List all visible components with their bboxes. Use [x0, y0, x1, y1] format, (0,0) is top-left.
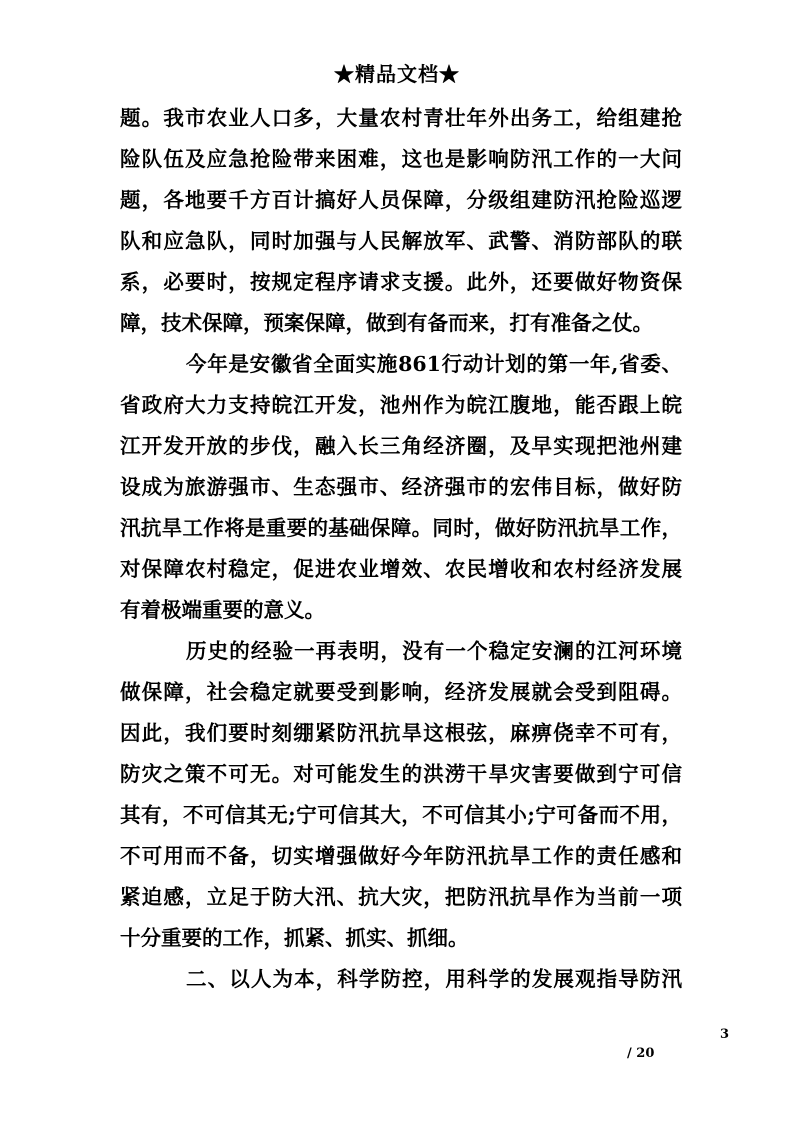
text-line: 防灾之策不可无。对可能发生的洪涝干旱灾害要做到宁可信: [120, 762, 682, 786]
text-line: 系，必要时，按规定程序请求支援。此外，还要做好物资保: [120, 270, 682, 294]
text-line: 十分重要的工作，抓紧、抓实、抓细。: [120, 926, 469, 950]
text-line: 省政府大力支持皖江开发，池州作为皖江腹地，能否跟上皖: [120, 393, 682, 417]
document-header-title: ★精品文档★: [334, 62, 460, 86]
text-line: 因此，我们要时刻绷紧防汛抗旱这根弦，麻痹侥幸不可有，: [120, 721, 682, 745]
text-line: 紧迫感，立足于防大汛、抗大灾，把防汛抗旱作为当前一项: [120, 885, 682, 909]
page-number: 3: [720, 1027, 730, 1042]
text-line: 做保障，社会稳定就要受到影响，经济发展就会受到阻碍。: [120, 680, 682, 704]
text-line: 有着极端重要的意义。: [120, 598, 325, 622]
text-line: 江开发开放的步伐，融入长三角经济圈，及早实现把池州建: [120, 434, 682, 458]
text-line: 不可用而不备，切实增强做好今年防汛抗旱工作的责任感和: [120, 844, 682, 868]
text-line: 历史的经验一再表明，没有一个稳定安澜的江河环境: [186, 639, 682, 663]
text-line: 设成为旅游强市、生态强市、经济强市的宏伟目标，做好防: [120, 475, 682, 499]
page-total: / 20: [627, 1046, 655, 1061]
text-line: 二、以人为本，科学防控，用科学的发展观指导防汛: [186, 967, 682, 991]
text-line: 题，各地要千方百计搞好人员保障，分级组建防汛抢险巡逻: [120, 188, 682, 212]
text-line: 今年是安徽省全面实施861行动计划的第一年,省委、: [186, 352, 682, 376]
text-line: 题。我市农业人口多，大量农村青壮年外出务工，给组建抢: [120, 106, 682, 130]
text-line: 汛抗旱工作将是重要的基础保障。同时，做好防汛抗旱工作，: [120, 516, 682, 540]
text-line: 对保障农村稳定，促进农业增效、农民增收和农村经济发展: [120, 557, 682, 581]
text-line: 其有，不可信其无;宁可信其大，不可信其小;宁可备而不用，: [120, 803, 682, 827]
text-line: 险队伍及应急抢险带来困难，这也是影响防汛工作的一大问: [120, 147, 682, 171]
text-line: 队和应急队，同时加强与人民解放军、武警、消防部队的联: [120, 229, 682, 253]
text-line: 障，技术保障，预案保障，做到有备而来，打有准备之仗。: [120, 311, 653, 335]
document-body: [120, 98, 682, 1000]
